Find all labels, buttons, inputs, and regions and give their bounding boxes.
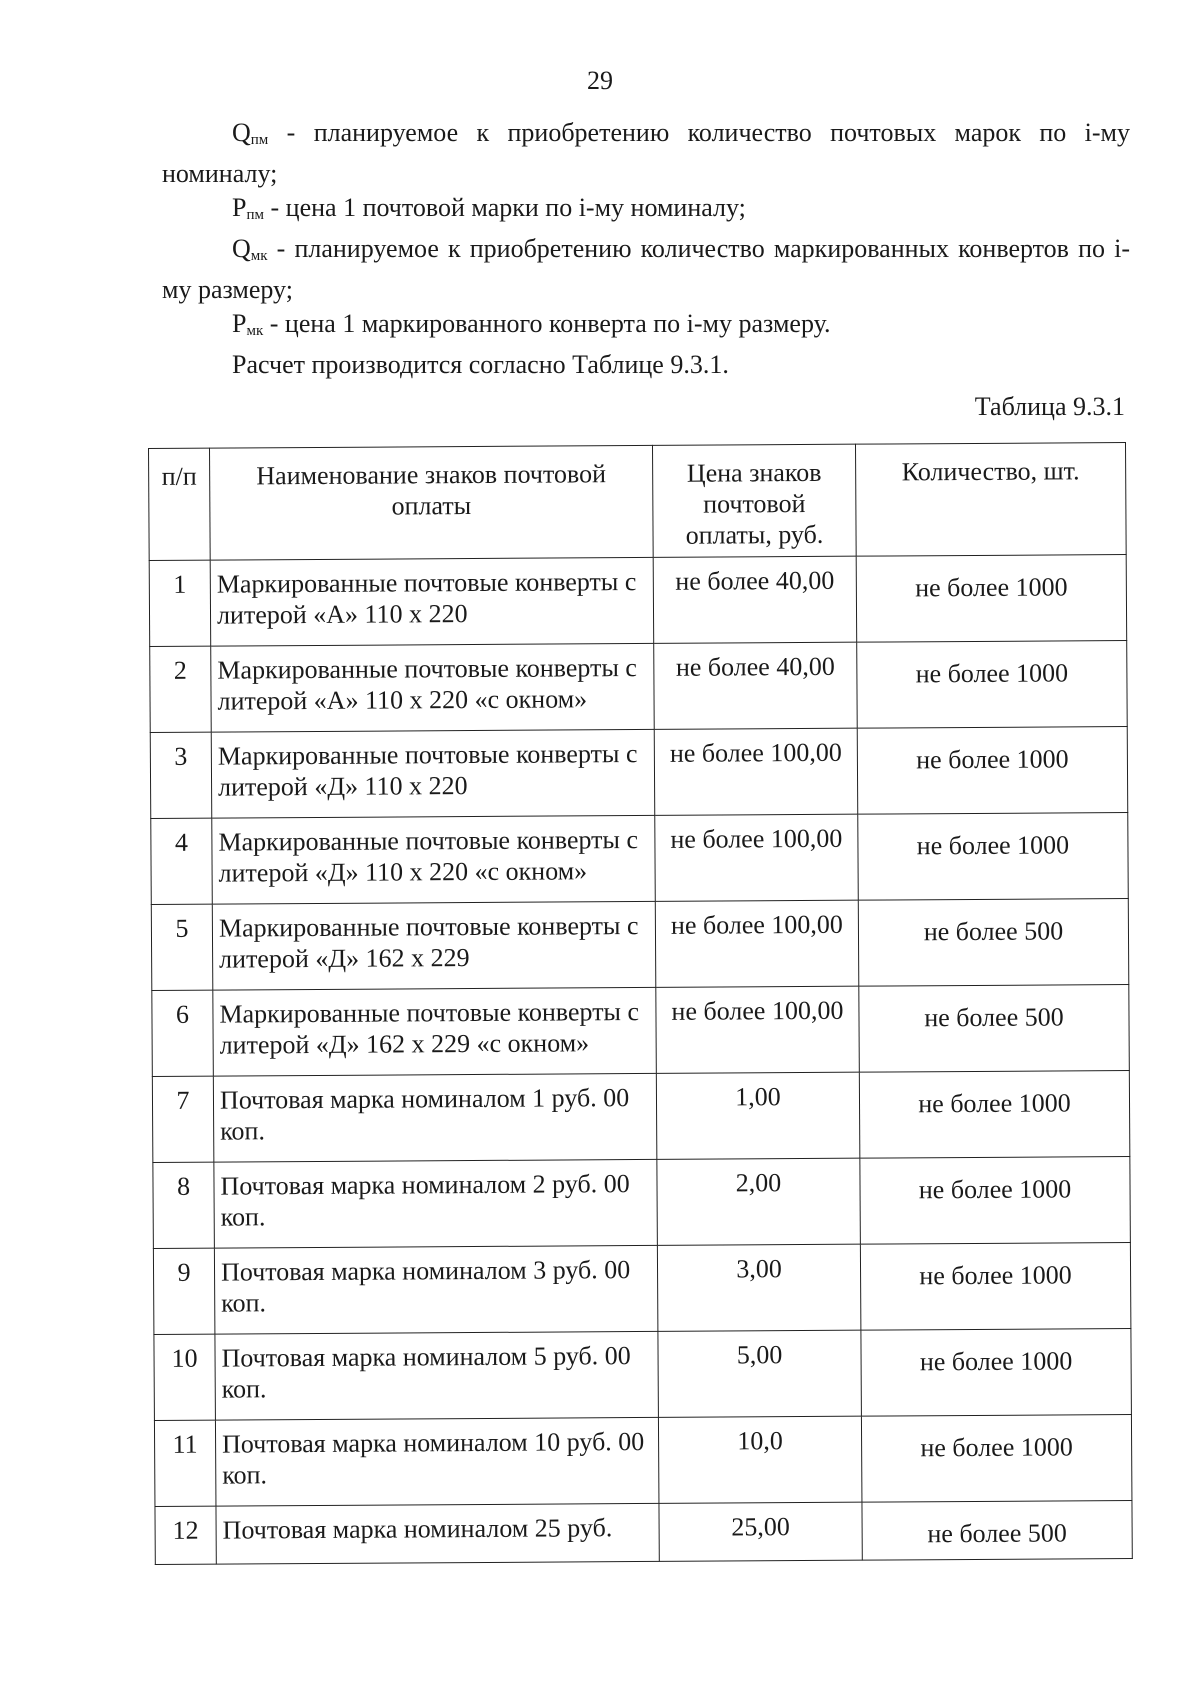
row-num: 3 (150, 732, 212, 818)
symbol: Q (232, 118, 251, 147)
symbol-subscript: мк (250, 248, 268, 264)
table-row (154, 1329, 1132, 1421)
row-qty: не более 1000 (860, 1243, 1131, 1331)
row-qty: не более 500 (862, 1501, 1132, 1561)
symbol-subscript: пм (250, 132, 269, 148)
symbol-subscript: мк (246, 323, 264, 339)
row-price: не более 100,00 (656, 986, 860, 1073)
definitions-block (162, 116, 1130, 382)
table-row (152, 985, 1130, 1077)
table-row (151, 899, 1129, 991)
row-name: Почтовая марка номиналом 2 руб. 00 коп. (214, 1159, 658, 1248)
row-name: Маркированные почтовые конверты с литерой «Д» 162 х 229 (212, 901, 656, 990)
row-name: Почтовая марка номиналом 25 руб. (216, 1503, 659, 1564)
row-num: 12 (155, 1506, 216, 1564)
row-price: 25,00 (659, 1502, 862, 1561)
definition-text: - цена 1 почтовой марки по i-му номиналу; (264, 193, 746, 222)
row-price: 1,00 (656, 1072, 860, 1159)
row-name: Почтовая марка номиналом 5 руб. 00 коп. (215, 1331, 659, 1420)
symbol: P (232, 193, 247, 222)
page-number: 29 (587, 66, 613, 95)
calculation-note: Расчет производится согласно Таблице 9.3.1. (232, 350, 729, 379)
row-price: 2,00 (657, 1158, 861, 1245)
symbol-subscript: пм (246, 207, 264, 223)
table-row (153, 1157, 1131, 1249)
row-num: 4 (151, 818, 213, 904)
table-row (154, 1415, 1132, 1507)
symbol: Q (232, 234, 251, 263)
row-qty: не более 1000 (861, 1329, 1132, 1417)
row-qty: не более 1000 (856, 555, 1127, 643)
row-price: не более 100,00 (655, 900, 859, 987)
row-name: Почтовая марка номиналом 3 руб. 00 коп. (214, 1245, 658, 1334)
row-qty: не более 1000 (857, 641, 1128, 729)
table-row (150, 727, 1128, 819)
row-price: не более 40,00 (654, 642, 858, 729)
header-qty: Количество, шт. (855, 443, 1126, 557)
definition-p-mk (162, 307, 1130, 348)
row-name: Почтовая марка номиналом 1 руб. 00 коп. (213, 1073, 657, 1162)
definition-text: - планируемое к приобретению количество маркированных конвертов по i-му размеру; (162, 234, 1130, 304)
row-qty: не более 1000 (857, 727, 1128, 815)
row-price: не более 40,00 (653, 556, 857, 643)
row-num: 1 (149, 560, 211, 646)
row-num: 10 (154, 1334, 216, 1420)
row-qty: не более 1000 (859, 1071, 1130, 1159)
row-qty: не более 500 (859, 985, 1130, 1073)
row-num: 5 (151, 904, 213, 990)
row-qty: не более 1000 (860, 1157, 1131, 1245)
table-row (151, 813, 1129, 905)
row-name: Маркированные почтовые конверты с литерой «А» 110 х 220 «с окном» (211, 643, 655, 732)
table-row (150, 641, 1128, 733)
row-name: Маркированные почтовые конверты с литерой «Д» 110 х 220 «с окном» (212, 815, 656, 904)
postage-table (148, 442, 1133, 1565)
row-qty: не более 1000 (861, 1415, 1132, 1503)
header-num: п/п (149, 448, 211, 560)
row-price: 3,00 (657, 1244, 861, 1331)
row-num: 11 (154, 1420, 216, 1506)
row-num: 9 (153, 1248, 215, 1334)
table-row (152, 1071, 1130, 1163)
row-qty: не более 1000 (858, 813, 1129, 901)
row-price: не более 100,00 (655, 814, 859, 901)
row-num: 8 (153, 1162, 215, 1248)
row-price: 5,00 (658, 1330, 862, 1417)
definition-p-pm (162, 191, 1130, 232)
row-name: Маркированные почтовые конверты с литерой «Д» 162 х 229 «с окном» (213, 987, 657, 1076)
table-row (153, 1243, 1131, 1335)
row-price: не более 100,00 (654, 728, 858, 815)
table-caption: Таблица 9.3.1 (974, 392, 1125, 421)
row-price: 10,0 (658, 1416, 862, 1503)
table-row (155, 1501, 1132, 1565)
row-name: Маркированные почтовые конверты с литерой «А» 110 х 220 (210, 557, 654, 646)
symbol: P (232, 309, 247, 338)
row-num: 7 (152, 1076, 214, 1162)
definition-text: - планируемое к приобретению количество почтовых марок по i-му номиналу; (162, 118, 1130, 188)
header-price: Цена знаков почтовой оплаты, руб. (652, 444, 856, 557)
row-qty: не более 500 (858, 899, 1129, 987)
row-num: 2 (150, 646, 212, 732)
table-header-row (149, 443, 1127, 561)
row-name: Маркированные почтовые конверты с литерой «Д» 110 х 220 (211, 729, 655, 818)
definition-q-pm (162, 116, 1130, 191)
header-name: Наименование знаков почтовой оплаты (210, 445, 654, 560)
row-num: 6 (152, 990, 214, 1076)
table-row (149, 555, 1127, 647)
definition-text: - цена 1 маркированного конверта по i-му размеру. (263, 309, 831, 338)
definition-q-mk (162, 232, 1130, 307)
row-name: Почтовая марка номиналом 10 руб. 00 коп. (215, 1417, 659, 1506)
